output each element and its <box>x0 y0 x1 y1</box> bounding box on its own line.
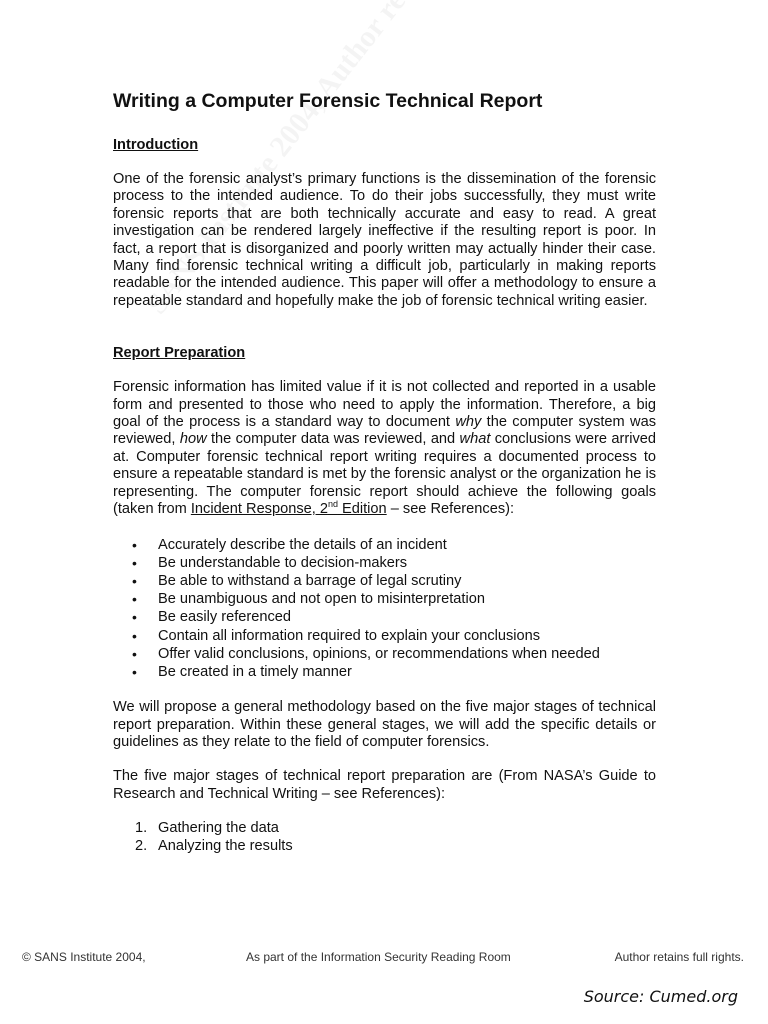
emphasis-what: what <box>459 431 491 448</box>
list-item <box>113 838 656 856</box>
text-run: – see References): <box>386 501 515 518</box>
reference-text-end: Edition <box>337 501 387 518</box>
list-item: • Be unambiguous and not open to misinterpretation <box>113 590 656 608</box>
document-body <box>113 88 656 855</box>
page-footer <box>22 950 744 966</box>
report-preparation-heading: Report Preparation <box>113 345 246 362</box>
document-title: Writing a Computer Forensic Technical Report <box>113 90 543 112</box>
list-text: Gathering the data <box>158 820 279 837</box>
goals-list <box>113 536 656 682</box>
list-item: • Accurately describe the details of an incident <box>113 536 656 554</box>
list-item: • Offer valid conclusions, opinions, or recommendations when needed <box>113 645 656 663</box>
introduction-paragraph: One of the forensic analyst’s primary functions is the dissemination of the forensic process to the intended audience. To do their jobs successfully, they must write forensic reports that are both technically accurate and easy to read. A great investigation can be rendered largely ineffective if the resulting report is poor. In fact, a report that is disorganized and poorly written may actually hinder their case. Many find forensic technical writing a difficult job, particularly in making reports readable for the intended audience. This paper will offer a methodology to ensure a repeatable standard and hopefully make the job of forensic technical writing easier. <box>113 171 656 309</box>
text-run: conclusions were arrived at. Computer forensic technical report writing requires a documented process to ensure a repeatable standard is met by the forensic analyst or the organization he is representing. The computer forensic report should achieve the following goals (taken from <box>113 431 656 518</box>
list-item: • Be understandable to decision-makers <box>113 554 656 572</box>
text-run: Forensic information has limited value if it is not collected and reported in a usable form and presented to those who need to apply the information. Therefore, a big goal of the process is a standard way to document <box>113 379 656 431</box>
report-preparation-paragraph <box>113 379 656 518</box>
footer-copyright: © SANS Institute 2004, <box>22 950 146 964</box>
list-item <box>113 820 656 838</box>
footer-rights: Author retains full rights. <box>614 950 744 964</box>
stages-list <box>113 820 656 855</box>
list-item: • Be easily referenced <box>113 608 656 626</box>
list-text: Analyzing the results <box>158 837 293 854</box>
list-number: 2. <box>135 837 148 854</box>
footer-reading-room: As part of the Information Security Reading Room <box>246 950 511 964</box>
list-item: • Contain all information required to explain your conclusions <box>113 627 656 645</box>
emphasis-why: why <box>455 414 482 431</box>
methodology-paragraph: We will propose a general methodology based on the five major stages of technical report preparation. Within these general stages, we will add the specific details or guidelines as they relate to the field of computer forensics. <box>113 699 656 750</box>
text-run: the computer data was reviewed, and <box>206 431 460 448</box>
reference-superscript: nd <box>327 499 338 510</box>
source-credit: Source: Cumed.org <box>583 987 738 1006</box>
reference-title <box>191 501 387 517</box>
list-item: • Be created in a timely manner <box>113 663 656 681</box>
introduction-heading: Introduction <box>113 137 199 153</box>
stages-intro-paragraph: The five major stages of technical report preparation are (From NASA’s Guide to Research and Technical Writing – see References): <box>113 768 656 802</box>
list-number: 1. <box>135 820 148 837</box>
emphasis-how: how <box>179 431 207 448</box>
list-item: • Be able to withstand a barrage of legal scrutiny <box>113 572 656 590</box>
text-run: the computer system was reviewed, <box>113 414 656 448</box>
reference-text: Incident Response, 2 <box>190 501 328 518</box>
